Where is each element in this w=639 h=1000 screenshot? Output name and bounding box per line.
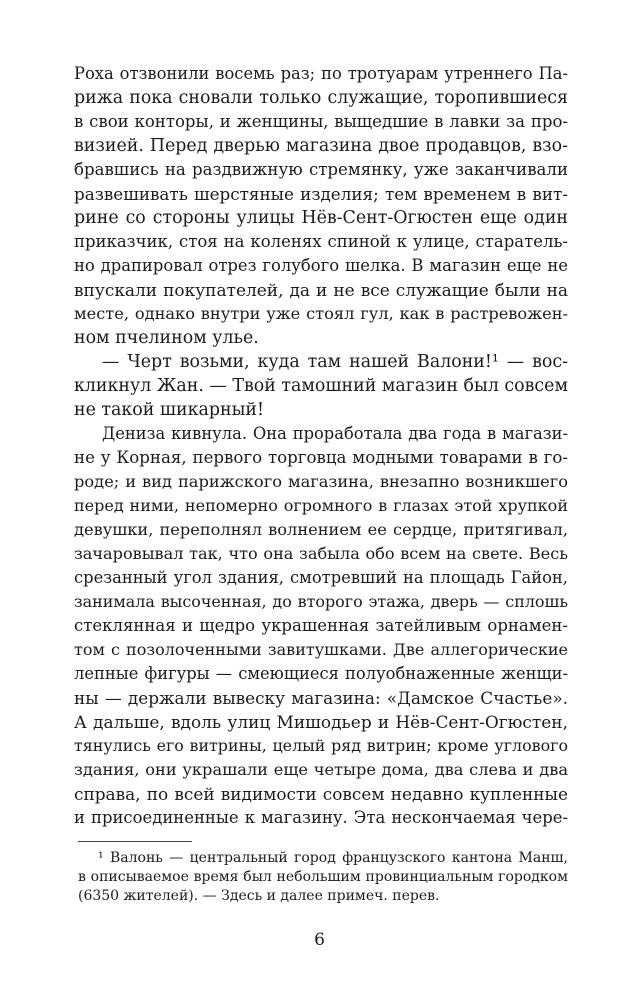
text-line: роде; и вид парижского магазина, внезапно возникшего xyxy=(74,472,568,491)
text-line: но драпировал отрез голубого шелка. В магазин еще не xyxy=(74,256,568,275)
text-line: рине со стороны улицы Нёв-Сент-Огюстен еще один xyxy=(74,208,568,228)
text-line: зачаровывал так, что она забыла обо всем на свете. Весь xyxy=(74,544,568,563)
text-line: не у Корная, первого торговца модными товарами в го- xyxy=(74,448,568,467)
text-line: Дениза кивнула. Она проработала два года в магази- xyxy=(102,424,568,443)
text-line: бравшись на раздвижную стремянку, уже заканчивали xyxy=(74,160,568,179)
text-line: ном пчелином улье. xyxy=(74,328,259,348)
text-line: впускали покупателей, да и не все служащие были на xyxy=(74,280,568,300)
text-line: девушки, переполнял волнением ее сердце, притягивал, xyxy=(74,520,568,539)
footnote-line: в описываемое время был небольшим провинциальным городком xyxy=(78,869,568,885)
text-line: А дальше, вдоль улиц Мишодьер и Нёв-Сент-Огюстен, xyxy=(74,712,568,732)
footnote-line: (6350 жителей). — Здесь и далее примеч. перев. xyxy=(78,888,440,904)
text-line: здания, они украшали еще четыре дома, два слева и два xyxy=(74,760,568,779)
footnote-separator xyxy=(78,841,192,842)
text-line: перед ними, непомерно огромного в глазах этой хрупкой xyxy=(74,496,568,515)
text-line: кликнул Жан. — Твой тамошний магазин был совсем xyxy=(74,376,568,396)
text-line: лепные фигуры — смеющиеся полуобнаженные женщи- xyxy=(74,664,568,683)
text-line: справа, по всей видимости совсем недавно купленные xyxy=(74,784,568,804)
page-number: 6 xyxy=(314,930,325,950)
text-line: тянулись его витрины, целый ряд витрин; кроме углового xyxy=(74,736,568,755)
text-line: визией. Перед дверью магазина двое продавцов, взо- xyxy=(74,136,568,156)
text-line: развешивать шерстяные изделия; тем временем в вит- xyxy=(74,184,568,204)
text-line: приказчик, стоя на коленях спиной к улице, старатель- xyxy=(74,232,568,251)
text-line: не такой шикарный! xyxy=(74,400,264,420)
text-line: месте, однако внутри уже стоял гул, как в растревожен- xyxy=(74,304,568,323)
text-line: стеклянная и щедро украшенная затейливым орнамен- xyxy=(74,616,568,635)
text-line: срезанный угол здания, смотревший на площадь Гайон, xyxy=(74,568,568,587)
text-line: в свои конторы, и женщины, выщедшие в лавки за про- xyxy=(74,112,568,131)
text-line: ны — держали вывеску магазина: «Дамское Счастье». xyxy=(74,688,568,708)
text-line: том с позолоченными завитушками. Две аллегорические xyxy=(74,640,568,659)
text-line: и присоединенные к магазину. Эта нескончаемая чере- xyxy=(74,808,568,827)
text-line: занимала высоченная, до второго этажа, дверь — сплошь xyxy=(74,592,568,611)
text-line: — Черт возьми, куда там нашей Валони!¹ — вос- xyxy=(102,352,568,372)
text-line: Роха отзвонили восемь раз; по тротуарам утреннего Па- xyxy=(74,64,568,83)
text-line: рижа пока сновали только служащие, торопившиеся xyxy=(74,88,568,108)
footnote-line: ¹ Валонь — центральный город французского кантона Манш, xyxy=(98,850,568,866)
